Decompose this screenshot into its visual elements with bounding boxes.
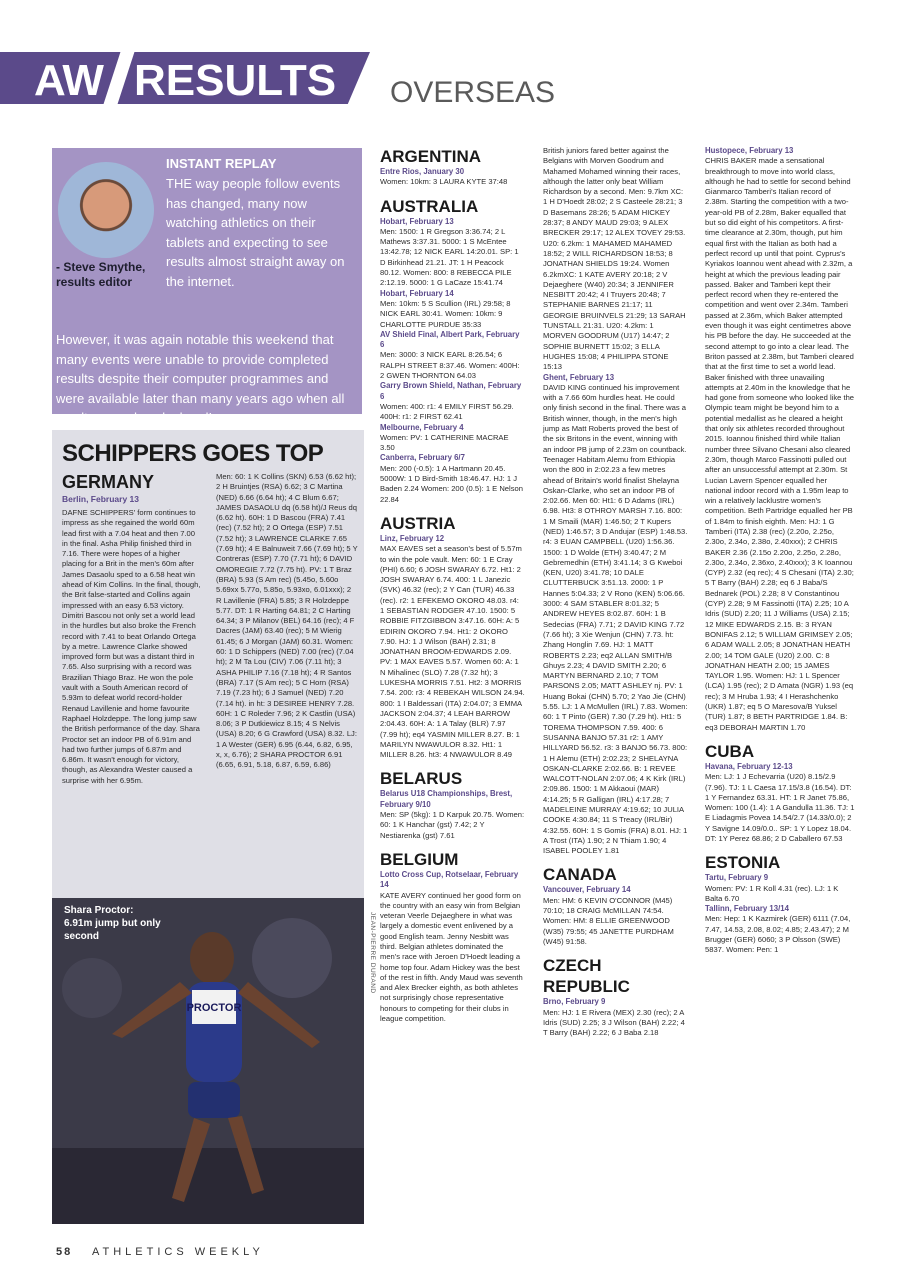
meeting-dateline: Hobart, February 13 [380,216,454,226]
athlete-photo [52,898,364,1224]
meeting-dateline: Melbourne, February 4 [380,422,464,432]
results-column-3 [705,146,855,956]
page-number: 58 [56,1246,73,1258]
country-heading: ESTONIA [705,853,781,873]
feature-article: DAFNE SCHIPPERS' form continues to impress as she regained the world 60m lead first with a 7.04 heat and then 7.00 in the final. Asha Philip finished third in 7.16. There were hopes of a higher placing for a Brit in the men's 60m after James Dasaolu sped to a 6.58 heat win ahead of Kim Collins. In the final, though, the Brit false-started and Collins again impressed with an easy 6.53 victory. Dimitri Bascou not only set a world lead in the hurdles but also broke the French record with 7.41 to beat Orlando Ortega by a metre. Lawrence Clarke showed improved form but was a distant third in 7.65. Also surprising with a record was Brazilian Thiago Braz. He won the pole vault with a South American record of 5.93m to defeat world record-holder Renaud Lavillenie and home favourite Raphael Holzdeppe. The long jump saw the British performance of the day. Shara Proctor set an indoor PB of 6.91m and had two further jumps of 6.87m and 6.86m. It wasn't enough for victory, though, as Alexandra Wester caused a surprise with her 6.95m. [62,508,201,785]
results-text: Men: SP (5kg): 1 D Karpuk 20.75. Women: 60: 1 K Hanchar (gst) 7.42; 2 Y Nestiarenka (gst) 7.61 [380,810,525,840]
publication-name: ATHLETICS WEEKLY [92,1246,264,1258]
results-text: Women: PV: 1 R Koll 4.31 (rec). LJ: 1 K Balta 6.70 [705,883,839,903]
header-results-title: RESULTS [134,56,337,105]
country-heading: CZECH REPUBLIC [543,956,630,997]
meeting-dateline: AV Shield Final, Albert Park, February 6 [380,329,520,350]
results-text: Men: 200 (-0.5): 1 A Hartmann 20.45. 5000W: 1 D Bird-Smith 18:46.47. HJ: 1 J Baden 2.24 Women: 200 (0.5): 1 E Nelson 22.84 [380,463,523,504]
country-heading: BELGIUM [380,849,459,869]
country-heading: CUBA [705,741,755,761]
bib-text: PROCTOR [186,1002,242,1014]
meeting-dateline: Hustopece, February 13 [705,146,794,155]
header-logo-aw: AW [34,56,103,105]
meeting-dateline: Garry Brown Shield, Nathan, February 6 [380,381,522,401]
results-text: MAX EAVES set a season's best of 5.57m to win the pole vault. Men: 60: 1 E Cray (PHI) 6.60; 6 JOSH SWARAY 6.72. Ht1: 2 JOSH SWARAY 6.74. 400: 1 L Janezic (SVK) 46.32 (rec); 2 Y Can (TUR) 46.33 (rec). r2: 1 EFEKEMO OKORO 48.03. r4: 1 SEBASTIAN RODGER 47.10. 1500: 5 ROBBIE FITZGIBBON 3:47.16. 60H: A: 5 EDIRIN OKORO 7.94. Ht1: 2 OKORO 7.90. HJ: 1 J Wilson (BAH) 2.31; 8 JONATHAN BROOM-EDWARDS 2.09. PV: 1 MAX EAVES 5.57. Women 60: A: 1 N Mihalinec (SLO) 7.28 (7.32 ht); 3 LUKESHA MORRIS 7.51. Ht2: 3 MORRIS 7.54. 200: r3: 4 REBEKAH WILSON 24.94. 800: 1 I Baldessari (ITA) 2:04.07; 3 EMMA JACKSON 2:04.37; 4 LEAH BARROW 2:04.43. 60H: A: 1 A Talay (BLR) 7.97 (7.99 ht); eq4 YASMIN MILLER 8.27. B: 1 MARILYN NWAWULOR 8.32. Ht1: 1 MILLER 8.26. ht3: 4 NWAWULOR 8.49 [380,544,525,760]
results-text: KATE AVERY continued her good form on the country with an easy win from Belgian veteran Veerle Dejaeghere in what was largely a domestic event enlivened by a good English team. Jenny Nesbitt was third. Belgian athletes dominated the men's race with Jeroen D'Hoedt leading a home top four. Adam Hickey was the best of the rest in fifth. Andy Maud was seventh and Alex Brecker eighth, as both athletes not surprisingly chose representative honours to competing for their clubs in league competition. [380,890,523,1024]
results-text: Men: Hep: 1 K Kazmirek (GER) 6111 (7.04, 7.47, 14.53, 2.08, 8.02; 4.85; 2.43.47); 2 M Brugger (GER) 6060; 3 P Olsson (SWE) 5837. Women: Pen: 1 [705,914,851,955]
meeting-dateline: Hobart, February 14 [380,288,454,298]
meeting-dateline: Entre Rios, January 30 [380,167,465,176]
country-heading: CANADA [543,865,617,885]
feature-results: Men: 60: 1 K Collins (SKN) 6.53 (6.62 ht); 2 H Bruintjes (RSA) 6.62; 3 C Martina (NED) 6.66 (6.64 ht); 4 C Blum 6.67; JAMES DASAOLU dq (6.58 ht)/J Reus dq (6.62 ht). 60H: 1 D Bascou (FRA) 7.41 (rec) (7.52 ht); 2 O Ortega (ESP) 7.51 (7.52 ht); 3 LAWRENCE CLARKE 7.65 (7.69 ht); 4 E Balnuweit 7.66 (7.69 ht); 5 Y Contreras (ESP) 7.70 (7.71 ht); 6 DAVID OMOREGIE 7.72 (7.75 ht). PV: 1 T Braz (BRA) 5.93 (S Am rec) (5.45o, 5.60o 5.69xx 5.77o, 5.85o, 5.93xo, 6.01xxx); 2 R Lavillenie (FRA) 5.85; 3 R Holzdeppe 5.77. DT: 1 R Harting 64.81; 2 C Harting 64.34; 3 P Milanov (BEL) 64.16 (rec); 4 F Dacres (JAM) 63.40 (rec); 5 M Wierig 61.45; 6 J Morgan (JAM) 60.31. Women: 60: 1 D Schippers (NED) 7.00 (rec) (7.04 ht); 2 M Ta Lou (CIV) 7.06 (7.11 ht); 3 ASHA PHILIP 7.16 (7.18 ht); 4 R Santos (BRA) 7.17 (S Am rec); 5 C Horn (RSA) 7.19 (7.23 ht); 6 J Samuel (NED) 7.20 (7.14 ht). in ht: 3 DESIREE HENRY 7.28. 60H: 1 C Roleder 7.96; 2 K Castlin (USA) 8.06; 3 P Dutkiewicz 8.15; 4 S Nelvis (USA) 8.20; 6 G Crawford (USA) 8.32. LJ: 1 A Wester (GER) 6.95 (6.44, 6.82, 6.95, x, x, 6.76); 2 SHARA PROCTOR 6.91 (6.65, 6.91, 5.18, 6.87, 6.59, 6.86) [216,472,358,770]
feature-headline: SCHIPPERS GOES TOP [62,440,324,467]
results-text: CHRIS BAKER made a sensational breakthrough to move into world class, although he had to settle for second behind Gianmarco Tamberi's Italian record of 2.38m. Starting the competition with a two-year-old PB of 2.28m, Baker equalled that but so did eight of his competitors. A first-time clearance at 2.30m, though, put him equal first with the Italian as both had a perfect record up until that point. Cyprus's Kyriakos Ioannou went ahead with 2.32m, a height at which the previous leading pair passed. Baker and Tamberi kept their perfect record when they re-entered the competition and went over 2.34m. Tamberi passed at 2.36m, which Baker attempted even though it was eight centimetres above his PB before the day. He succeeded at the second attempt to go into a clear lead. The Briton passed at 2.38m, but Tamberi cleared that at the first time to set a world lead. Baker finished with three unavailing attempts at 2.40m in the knowledge that he had gone from someone who looked like the Olympic team might be beyond him to a potential medallist as he cleared a height that only six athletes recorded throughout 2015. Ioannou finished third while Italian number three Silvano Chesani also cleared 2.30m, though Marco Fassinotti pulled out after an unsuccessful attempt at 2.30m. St Lucian Lavern Spencer equalled her national indoor record with a 1.95m leap to win a relatively lacklustre women's competition. Beth Partridge equalled her PB of 1.84m to finish eighth. Men: HJ: 1 G Tamberi (ITA) 2.38 (rec) (2.20o, 2.25o, 2.30o, 2.34o, 2.38o, 2.40xxx); 2 CHRIS BAKER 2.36 (2.15o 2.20o, 2.25o, 2.28o, 2.30o, 2.34o, 2.36xo, 2.40xxx); 3 K Ioannou (CYP) 2.32 (eq rec); 4 S Chesani (ITA) 2.30; 5 T Barry (BAH) 2.28; eq 6 J Baba/S Bednarek (POL) 2.28; 8 V Constantinou (CYP) 2.28; 9 M Fassinotti (ITA) 2.25; 10 A Idris (SUD) 2.20; 11 J Williams (USA) 2.15; 12 MIKE EDWARDS 2.15. B: 3 RYAN BONIFAS 2.12; 5 WILLIAM GRIMSEY 2.05; 6 ADAM WALL 2.05; 8 JONATHAN HEATH 2.00; 14 TOM GALE (U20) 2.00. C: 8 JONATHAN HEATH 2.00; 15 JAMES TAYLOR 1.95. Women: HJ: 1 L Spencer (LCA) 1.95 (rec); 2 D Amata (NGR) 1.93 (eq rec); 3 M Hruba 1.93; 4 I Herashchenko (UKR) 1.87; eq 5 O Maresova/B Yuksel (TUR) 1.87; 8 BETH PARTRIDGE 1.84. B: eq3 DEBORAH MARTIN 1.70 [705,156,855,732]
results-text: Men: HM: 6 KEVIN O'CONNOR (M45) 70:10; 18 CRAIG McMILLAN 74:54. Women: HM: 8 ELLIE GREENWOOD (W35) 79:55; 45 JANETTE PURDHAM (W45) 91:58. [543,895,674,946]
instant-replay-text-2: However, it was again notable this weekend that many events were unable to provide completed results despite their computer programmes and were available later than many years ago when all results were done by hand! [56,332,345,426]
editor-avatar [58,162,154,258]
results-text: DAVID KING continued his improvement with a 7.66 60m hurdles heat. He could only finish second in the final. There was a British winner, though, in the men's high jump as Matt Roberts proved the best of the six Britons in the event, winning with an indoor PB jump of 2.23m on countback. Teenager Habitam Alemu from Ethiopia won the 800 in 2:02.23 a few metres ahead of Britain's world finalist Shelayna Oskan-Clarke, who set an indoor PB of 2:02.66. Men 60: Ht1: 6 D Adams (IRL) 6.98. Ht3: 8 OTHROY MARSH 7.16. 800: 1 M Smaili (MAR) 1:46.50; 2 T Kupers (NED) 1:46.57; 3 D Andujar (ESP) 1:48.53. r4: 3 EUAN CAMPBELL (U20) 1:56.36. 1500: 1 D Wolde (ETH) 3:40.47; 2 M Gebremedhin (ETH) 3:41.14; 3 G Kweboi (KEN, U20) 3:41.78; 10 DALE CLUTTERBUCK 3:51.13. 2000: 1 P Hannes 5:04.33; 2 V Rono (KEN) 5:06.66. 3000: 4 SAM STABLER 8:01.32; 5 ANDREW HEYES 8:02.87. 60H: 1 B Sedecias (FRA) 7.71; 2 DAVID KING 7.72 (7.66 ht); 3 Xie Wenjun (CHN) 7.73. ht: Zhang Honglin 7.69. HJ: 1 MATT ROBERTS 2.23; eq2 ALLAN SMITH/B Ghuys 2.23; 4 DAVID SMITH 2.20; 6 MARTYN BERNARD 2.10; 7 TOM PARSONS 2.05; MATT ASHLEY nj. PV: 1 Huang Bokai (CHN) 5.70; 2 Yao Jie (CHN) 5.55. LJ: 1 A McMullen (IRL) 7.83. Women: 60: 1 T Pinto (GER) 7.30 (7.29 ht). Ht1: 5 TOREMA THOMPSON 7.59. 400: 6 SUSANNA BANJO 57.31 r2: 1 AMY HILLYARD 56.52. r3: 3 BANJO 56.73. 800: 1 H Alemu (ETH) 2:02.23; 2 SHELAYNA OSKAN-CLARKE 2:02.66. B: 1 REVEE WALCOTT-NOLAN 2:07.06; 4 K Kirk (IRL) 2:09.86. 1500: 1 M Akkaoui (MAR) 4:14.25; 5 R Galligan (IRL) 4:17.28; 7 MADELEINE MURRAY 4:19.62; 10 JULIA COOKE 4:30.84; 11 S Treacy (IRL/Bir) 4:32.55. 60H: 1 S Gomis (FRA) 8.01. HJ: 1 A Trost (ITA) 1.90; 2 N Thiam 1.90; 4 ISABEL POOLEY 1.81 [543,382,688,856]
meeting-dateline: Tallinn, February 13/14 [705,904,789,914]
results-text: Men: 3000: 3 NICK EARL 8:26.54; 6 RALPH STREET 8:37.46. Women: 400H: 2 GWEN THORNTON 64.03 [380,350,520,381]
results-text: Men: LJ: 1 J Echevarria (U20) 8.15/2.9 (7.96). TJ: 1 L Caesa 17.15/3.8 (16.54). DT: 1 Y Fernandez 63.31. HT: 1 R Janet 75.86, Women: 100 (1.4): 1 A Gandulla 11.36. TJ: 1 E Liadagmis Povea 14.54/2.7 (14.33/0.0); 2 Y Savigne 14.09/0.0.. SP: 1 Y Lopez 18.04. DT: 1Y Perez 68.86; 2 D Caballero 67.53 [705,772,855,843]
athlete-illustration [52,898,364,1224]
section-title: OVERSEAS [390,76,556,109]
meeting-dateline: Lotto Cross Cup, Rotselaar, February 14 [380,869,519,890]
editor-byline: - Steve Smythe, results editor [56,260,146,289]
meeting-dateline: Brno, February 9 [543,997,606,1007]
results-text: British juniors fared better against the Belgians with Morven Goodrum and Mahamed Mohamed winning their races, although the latter only beat William Richardson by a second. Men: 9.7km XC: 1 H D'Hoedt 28:02; 2 S Casteele 28:21; 3 D Basemans 28:26; 5 ADAM HICKEY 28:37; 8 ANDY MAUD 29:03; 9 ALEX BRECKER 29:17; 12 ALEX TOVEY 29:53. U20: 6.2km: 1 MAHAMED MAHAMED 18:52; 2 WILL RICHARDSON 18:53; 8 JONATHAN SHIELDS 19:24. Women 6.2kmXC: 1 KATE AVERY 20:18; 2 V Dejaeghere (W40) 20:34; 3 JENNIFER NESBITT 20:42; 4 I Truyers 20:48; 7 STEPHANIE BARNES 21:17; 11 GEORGIE BRUINVELS 21:29; 13 SARAH TUNSTALL 21:31. U20: 4.2km: 1 MORVEN GOODRUM (U17) 14:47; 2 SOPHIE BURNETT 15:02; 3 ELLA HUGHES 15:08; 4 PHILIPPA STONE 15:13 [543,146,686,372]
results-text: Men: 1500: 1 R Gregson 3:36.74; 2 L Mathews 3:37.31. 5000: 1 S McEntee 13:42.78; 12 NICK EARL 14:20.01. SP: 1 D Birkinhead 21.21. JT: 1 H Peacock 80.12. Women: 800: 8 REBECCA PILE 2:12.19. 5000: 1 G LaCaze 15:41.74 [380,226,519,288]
meeting-dateline: Belarus U18 Championships, Brest, February 9/10 [380,789,513,809]
country-heading: AUSTRIA [380,513,456,533]
country-heading: BELARUS [380,769,463,789]
meeting-dateline: Canberra, February 6/7 [380,453,465,463]
photo-caption: Shara Proctor: 6.91m jump but only second [64,905,161,942]
feature-country: GERMANY [62,472,155,492]
results-text: Men: HJ: 1 E Rivera (MEX) 2.30 (rec); 2 A Idris (SUD) 2.25; 3 J Wilson (BAH) 2.22; 4 T Barry (BAH) 2.22; 6 J Baba 2.18 [543,1007,685,1038]
photo-credit: JEAN-PIERRE DURAND [369,912,376,994]
meeting-dateline: Havana, February 12-13 [705,761,793,771]
results-column-1 [380,146,525,1024]
results-text: Women: 10km: 3 LAURA KYTE 37:48 [380,177,508,187]
meeting-dateline: Tartu, February 9 [705,873,769,883]
results-column-2 [543,146,688,1038]
results-text: Women: 400: r1: 4 EMILY FIRST 56.29. 400H: r1: 2 FIRST 62.41 [380,401,514,422]
meeting-dateline: Vancouver, February 14 [543,885,631,895]
meeting-dateline: Linz, February 12 [380,533,445,543]
meeting-dateline: Ghent, February 13 [543,372,615,382]
results-text: Men: 10km: 5 S Scullion (IRL) 29:58; 8 NICK EARL 30:41. Women: 10km: 9 CHARLOTTE PURDUE 35:33 [380,298,511,329]
country-heading: AUSTRALIA [380,196,479,216]
instant-replay-title: INSTANT REPLAY [166,156,277,171]
country-heading: ARGENTINA [380,147,482,166]
results-text: Women: PV: 1 CATHERINE MACRAE 3.50 [380,432,509,453]
feature-dateline: Berlin, February 13 [62,494,140,504]
instant-replay-text-1: THE way people follow events has changed, many now watching athletics on their tablets and expecting to see results almost straight away on the internet. [166,176,345,289]
